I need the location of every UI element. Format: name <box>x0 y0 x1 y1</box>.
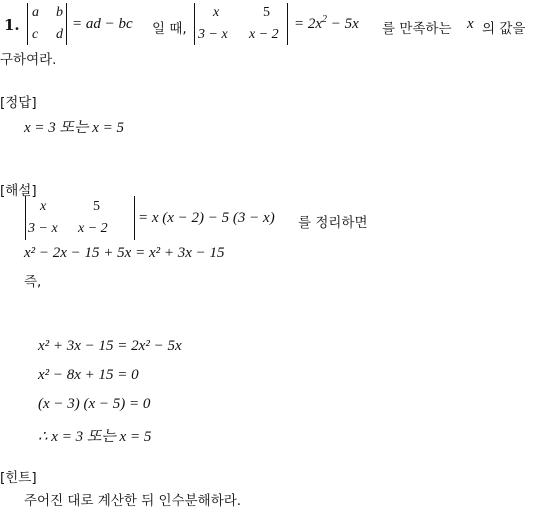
solution-header: [해설] <box>0 183 37 199</box>
solution-det-rhs-kr: 를 정리하면 <box>298 215 368 231</box>
hint-header: [힌트] <box>0 470 37 486</box>
rhs-pre: = 2x <box>294 16 323 32</box>
problem-number: 1. <box>4 16 20 34</box>
answer-header: [정답] <box>0 95 37 111</box>
problem-line-2: 구하여라. <box>0 52 57 68</box>
det-cell-a: x <box>213 5 220 20</box>
det-cell-a: a <box>32 5 39 20</box>
equation-ad-bc: = ad − bc <box>72 16 133 32</box>
solution-step-1: x² + 3x − 15 = 2x² − 5x <box>38 338 182 354</box>
answer-text: x = 3 또는 x = 5 <box>24 120 125 136</box>
solution-step-2: x² − 8x + 15 = 0 <box>38 367 139 383</box>
solution-line-2: x² − 2x − 15 + 5x = x² + 3x − 15 <box>24 245 225 261</box>
det-cell-b: 5 <box>93 199 100 214</box>
tail-text: 의 값을 <box>482 21 526 37</box>
det-cell-d: x − 2 <box>249 27 279 42</box>
det-cell-d: d <box>56 27 63 42</box>
det-cell-a: x <box>40 199 47 214</box>
det-cell-d: x − 2 <box>78 221 108 236</box>
rhs-post: − 5x <box>327 16 359 32</box>
solution-det-rhs: = x (x − 2) − 5 (3 − x) <box>138 210 275 226</box>
hint-text: 주어진 대로 계산한 뒤 인수분해하라. <box>24 493 242 509</box>
determinant-x <box>194 3 288 45</box>
rhs-exponent: 2 <box>322 14 328 25</box>
variable-x: x <box>467 16 474 32</box>
equation-rhs <box>294 16 359 33</box>
det-cell-c: 3 − x <box>28 221 58 236</box>
det-cell-c: c <box>32 27 39 42</box>
solution-determinant <box>25 196 135 240</box>
solution-step-3: (x − 3) (x − 5) = 0 <box>38 396 151 412</box>
condition-text: 를 만족하는 <box>382 21 452 37</box>
det-cell-c: 3 − x <box>198 27 228 42</box>
solution-step-4: ∴ x = 3 또는 x = 5 <box>38 429 152 445</box>
when-text: 일 때, <box>152 21 187 37</box>
det-cell-b: 5 <box>263 5 270 20</box>
determinant-abcd <box>27 3 67 45</box>
det-cell-b: b <box>56 5 63 20</box>
solution-line-3: 즉, <box>24 274 42 290</box>
